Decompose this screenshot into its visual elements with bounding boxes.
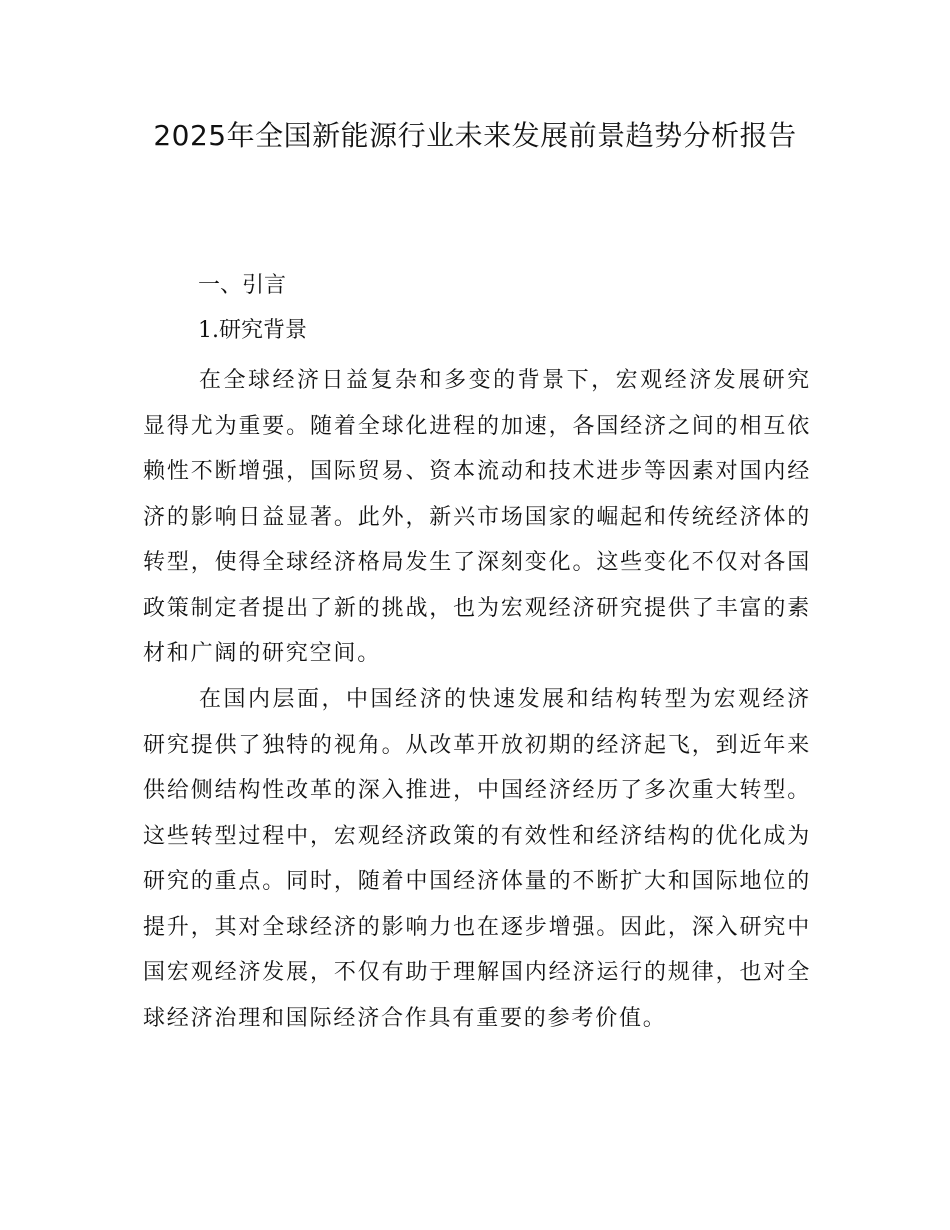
sub-heading: 1.研究背景 [198, 318, 307, 343]
body-paragraph: 在国内层面，中国经济的快速发展和结构转型为宏观经济研究提供了独特的视角。从改革开放初期的经济起飞，到近年来供给侧结构性改革的深入推进，中国经济经历了多次重大转型。这些转型过程中，宏观经济政策的有效性和经济结构的优化成为研究的重点。同时，随着中国经济体量的不断扩大和国际地位的提升，其对全球经济的影响力也在逐步增强。因此，深入研究中国宏观经济发展，不仅有助于理解国内经济运行的规律，也对全球经济治理和国际经济合作具有重要的参考价值。 [143, 687, 811, 1031]
body-paragraph: 在全球经济日益复杂和多变的背景下，宏观经济发展研究显得尤为重要。随着全球化进程的加速，各国经济之间的相互依赖性不断增强，国际贸易、资本流动和技术进步等因素对国内经济的影响日益显著。此外，新兴市场国家的崛起和传统经济体的转型，使得全球经济格局发生了深刻变化。这些变化不仅对各国政策制定者提出了新的挑战，也为宏观经济研究提供了丰富的素材和广阔的研究空间。 [143, 368, 811, 666]
document-title: 2025年全国新能源行业未来发展前景趋势分析报告 [153, 119, 797, 152]
section-heading: 一、引言 [198, 273, 287, 298]
